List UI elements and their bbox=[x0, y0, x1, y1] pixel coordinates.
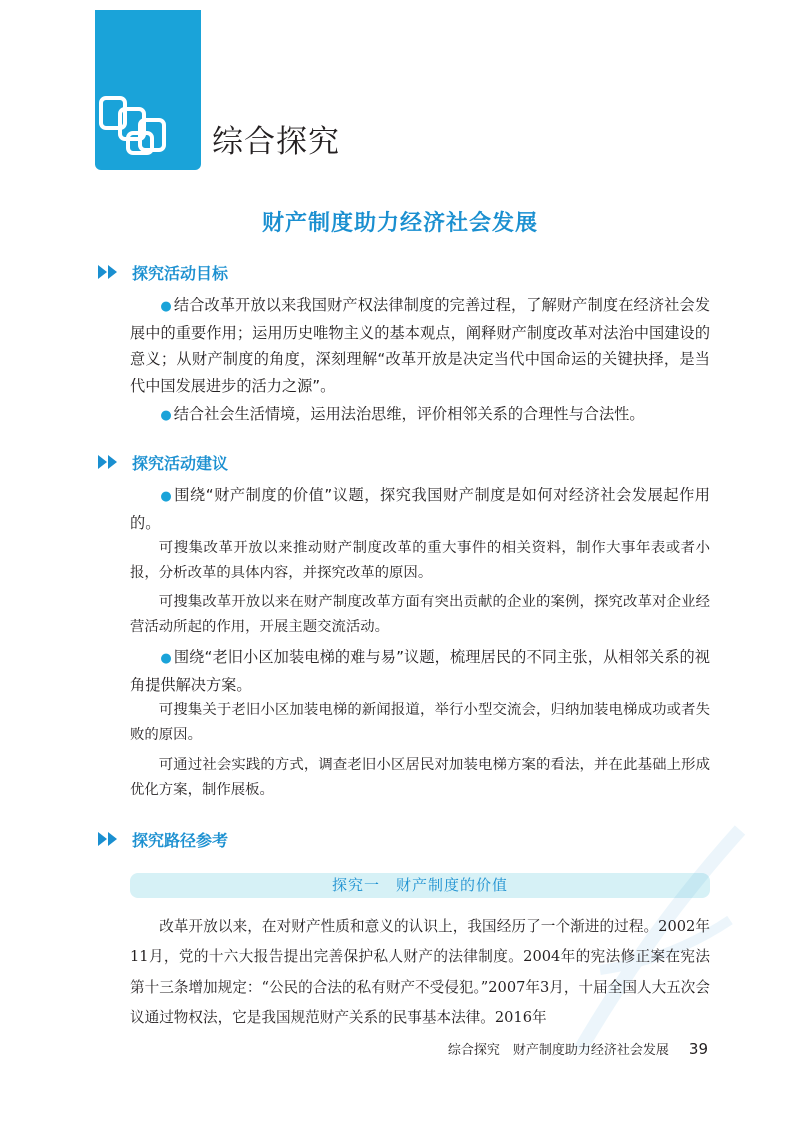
section-title: 综合探究 bbox=[212, 124, 340, 160]
suggestion-bullet-2: ● 围绕“老旧小区加装电梯的难与易”议题，梳理居民的不同主张，从相邻关系的视角提供解决方案。 bbox=[130, 648, 710, 695]
bullet-icon: ● bbox=[160, 651, 172, 666]
double-arrow-icon bbox=[98, 455, 120, 469]
page-number: 39 bbox=[688, 1039, 708, 1058]
heading-path bbox=[98, 827, 228, 851]
body-paragraph: 改革开放以来，在对财产性质和意义的认识上，我国经历了一个渐进的过程。2002年11月，党的十六大报告提出完善保护私人财产的法律制度。2004年的宪法修正案在宪法第十三条增加规定：“公民的合法的私有财产不受侵犯。”2007年3月，十届全国人大五次会议通过物权法，它是我国规范财产关系的民事基本法律。2016年 bbox=[130, 918, 710, 1026]
page-title: 财产制度助力经济社会发展 bbox=[261, 211, 538, 236]
heading-goals bbox=[98, 260, 228, 284]
suggestion-note: 可搜集关于老旧小区加装电梯的新闻报道，举行小型交流会，归纳加装电梯成功或者失败的原因。 bbox=[130, 702, 710, 743]
page-footer bbox=[448, 1039, 708, 1058]
subheading-banner: 探究一 财产制度的价值 bbox=[130, 873, 710, 898]
heading-text: 探究活动建议 bbox=[132, 453, 229, 473]
goal-item-1: ● 结合改革开放以来我国财产权法律制度的完善过程，了解财产制度在经济社会发展中的重要作用；运用历史唯物主义的基本观点，阐释财产制度改革对法治中国建设的意义；从财产制度的角度，深刻理解“改革开放是决定当代中国命运的关键抉择，是当代中国发展进步的活力之源”。 bbox=[130, 296, 711, 395]
heading-suggestions bbox=[98, 450, 228, 474]
heading-text: 探究路径参考 bbox=[132, 830, 229, 850]
double-arrow-icon bbox=[98, 832, 120, 846]
suggestion-note: 可搜集改革开放以来在财产制度改革方面有突出贡献的企业的案例，探究改革对企业经营活动所起的作用，开展主题交流活动。 bbox=[130, 594, 710, 635]
running-title: 综合探究 财产制度助力经济社会发展 bbox=[447, 1043, 669, 1058]
bullet-icon: ● bbox=[160, 408, 172, 423]
suggestion-note: 可通过社会实践的方式，调查老旧小区居民对加装电梯方案的看法，并在此基础上形成优化方案，制作展板。 bbox=[130, 757, 710, 798]
double-arrow-icon bbox=[98, 265, 120, 279]
heading-text: 探究活动目标 bbox=[132, 263, 229, 283]
bullet-icon: ● bbox=[160, 299, 172, 314]
linked-squares-logo-icon bbox=[98, 95, 180, 157]
suggestion-note: 可搜集改革开放以来推动财产制度改革的重大事件的相关资料，制作大事年表或者小报，分析改革的具体内容，并探究改革的原因。 bbox=[130, 540, 710, 581]
goal-item-2: ● 结合社会生活情境，运用法治思维，评价相邻关系的合理性与合法性。 bbox=[160, 405, 645, 423]
bullet-icon: ● bbox=[160, 489, 173, 504]
suggestion-bullet-1: ● 围绕“财产制度的价值”议题，探究我国财产制度是如何对经济社会发展起作用的。 bbox=[130, 486, 710, 533]
